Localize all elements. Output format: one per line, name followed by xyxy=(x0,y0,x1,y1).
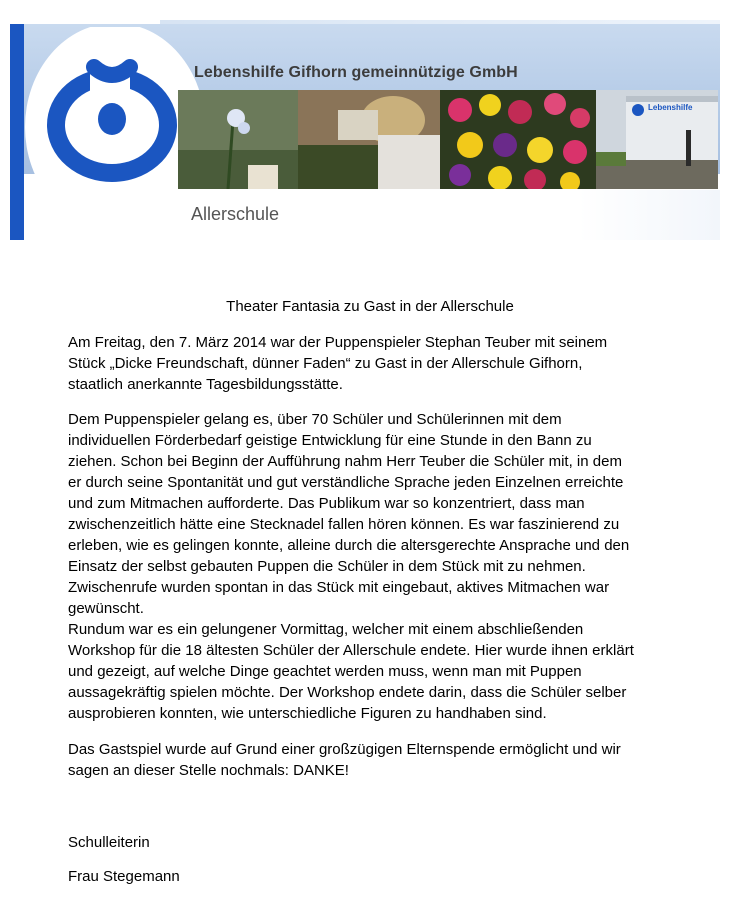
text-line: staatlich anerkannte Tagesbildungsstätte. xyxy=(68,376,343,393)
text-line: erleben, wie es gelingen konnte, alleine durch die altersgerechte Ansprache und den xyxy=(68,537,630,554)
text-line: gewünscht. xyxy=(68,600,144,617)
photo-lebenshilfe-building xyxy=(596,90,718,189)
text-line: sagen an dieser Stelle nochmals: DANKE! xyxy=(68,762,349,779)
text-line: Rundum war es ein gelungener Vormittag, welcher mit einem abschließenden xyxy=(68,621,584,638)
text-line: Das Gastspiel wurde auf Grund einer großzügigen Elternspende ermöglicht und wir xyxy=(68,741,621,758)
text-line: ausprobieren konnten, wie unterschiedliche Figuren zu handhaben sind. xyxy=(68,705,547,722)
text-line: aussagekräftig spielen möchte. Der Workshop endete darin, dass die Schüler selber xyxy=(68,684,627,701)
text-line: ziehen. Schon bei Beginn der Aufführung nahm Herr Teuber die Schüler mit, in dem xyxy=(68,453,622,470)
photo-child-planting xyxy=(298,90,440,189)
text-line: Stück „Dicke Freundschaft, dünner Faden“ zu Gast in der Allerschule Gifhorn, xyxy=(68,355,583,372)
text-line: Dem Puppenspieler gelang es, über 70 Schüler und Schülerinnen mit dem xyxy=(68,411,562,428)
photo-sign-text: Lebenshilfe xyxy=(648,103,693,112)
header-banner xyxy=(10,20,720,240)
photo-strip xyxy=(178,90,718,189)
text-line: und zum Mitmachen aufforderte. Das Publikum war so konzentriert, dass man xyxy=(68,495,585,512)
paragraph-intro xyxy=(68,332,607,395)
school-name: Allerschule xyxy=(191,204,280,224)
text-line: Am Freitag, den 7. März 2014 war der Puppenspieler Stephan Teuber mit seinem xyxy=(68,334,608,351)
text-line: er durch seine Spontanität und gut verständliche Sprache jeden Einzelnen erreichte xyxy=(68,474,624,491)
photo-flowers-plant xyxy=(178,90,298,189)
article-title: Theater Fantasia zu Gast in der Allerschule xyxy=(226,298,514,315)
signature-role: Schulleiterin xyxy=(68,834,150,851)
text-line: individuellen Förderbedarf geistige Entwicklung für eine Stunde in den Bann zu xyxy=(68,432,592,449)
text-line: Zwischenrufe wurden spontan in das Stück mit eingebaut, aktives Mitmachen war xyxy=(68,579,610,596)
paragraph-thanks xyxy=(68,739,621,781)
company-name: Lebenshilfe Gifhorn gemeinnützige GmbH xyxy=(194,64,518,81)
signature-name: Frau Stegemann xyxy=(68,868,180,885)
text-line: und gezeigt, auf welche Dinge geachtet werden muss, wenn man mit Puppen xyxy=(68,663,582,680)
photo-pansies xyxy=(440,90,596,189)
text-line: Workshop für die 18 ältesten Schüler der Allerschule endete. Hier wurde ihnen erklärt xyxy=(68,642,634,659)
text-line: zwischenzeitlich hätte eine Stecknadel fallen hören können. Es war faszinierend zu xyxy=(68,516,620,533)
paragraph-body xyxy=(68,409,634,724)
logo-area xyxy=(10,24,200,240)
lebenshilfe-logo-icon xyxy=(20,27,200,239)
text-line: Einsatz der selbst gebauten Puppen die Schüler in dem Stück mit zu nehmen. xyxy=(68,558,586,575)
